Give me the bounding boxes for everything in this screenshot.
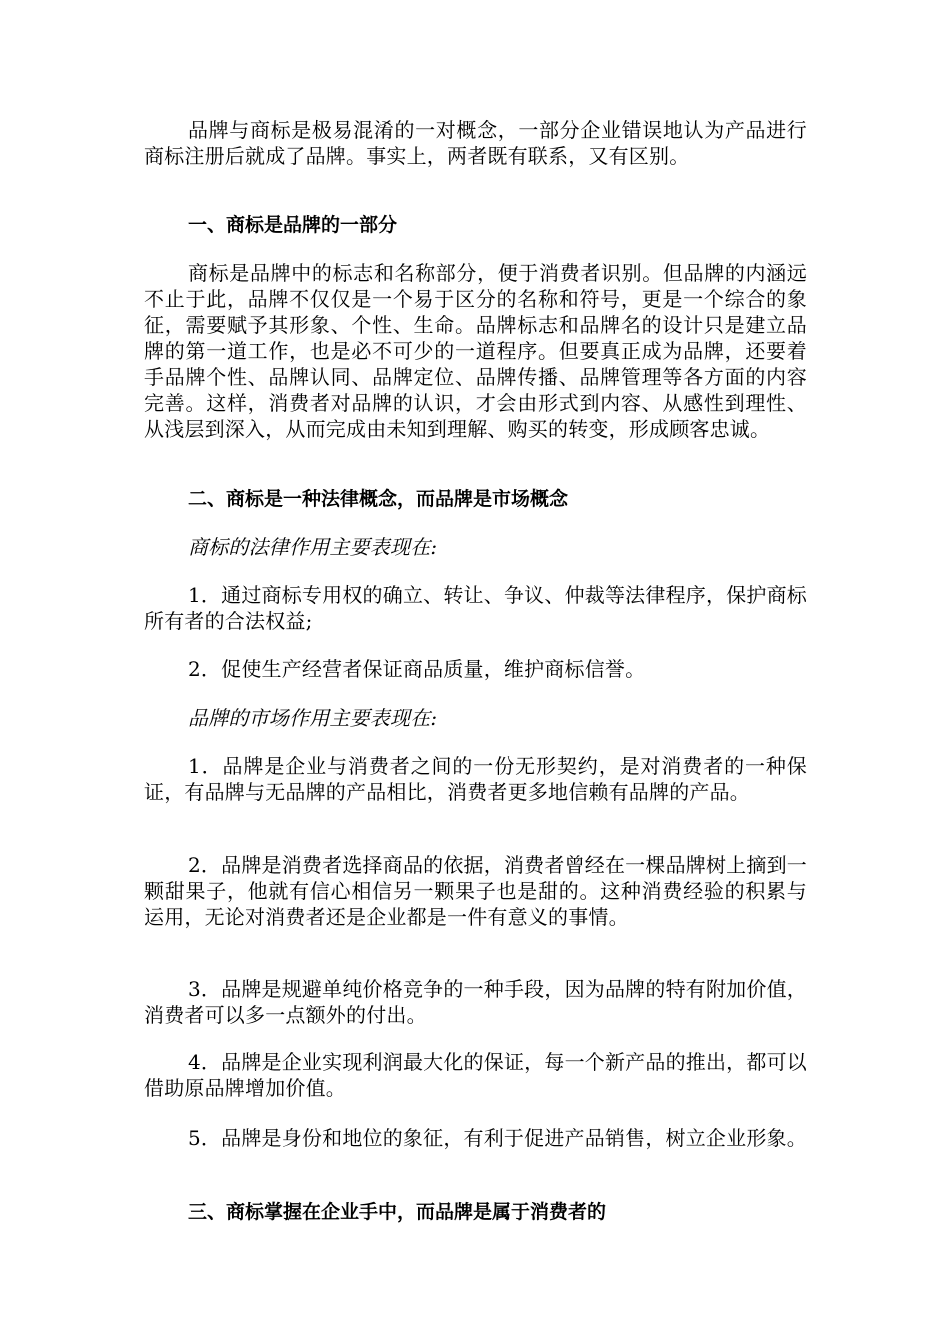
legal-role-intro: 商标的法律作用主要表现在:: [188, 535, 438, 559]
market-item-2: 2．品牌是消费者选择商品的依据，消费者曾经在一棵品牌树上摘到一颗甜果子，他就有信心相信另一颗果子也是甜的。这种消费经验的积累与运用，无论对消费者还是企业都是一件有意义的事情。: [144, 853, 807, 929]
section-3-heading: 三、商标掌握在企业手中，而品牌是属于消费者的: [188, 1201, 607, 1223]
market-item-1: 1．品牌是企业与消费者之间的一份无形契约，是对消费者的一种保证，有品牌与无品牌的产品相比，消费者更多地信赖有品牌的产品。: [144, 754, 807, 804]
legal-item-2: 2．促使生产经营者保证商品质量，维护商标信誉。: [188, 657, 646, 681]
market-role-intro: 品牌的市场作用主要表现在:: [188, 706, 438, 730]
intro-paragraph: 品牌与商标是极易混淆的一对概念，一部分企业错误地认为产品进行商标注册后就成了品牌。事实上，两者既有联系，又有区别。: [144, 118, 807, 168]
legal-item-1: 1．通过商标专用权的确立、转让、争议、仲裁等法律程序，保护商标所有者的合法权益;: [144, 583, 807, 633]
market-item-5: 5．品牌是身份和地位的象征，有利于促进产品销售，树立企业形象。: [188, 1126, 807, 1150]
market-item-4: 4．品牌是企业实现利润最大化的保证，每一个新产品的推出，都可以借助原品牌增加价值。: [144, 1050, 807, 1100]
section-1-heading: 一、商标是品牌的一部分: [188, 214, 398, 236]
section-1-paragraph: 商标是品牌中的标志和名称部分，便于消费者识别。但品牌的内涵远不止于此，品牌不仅仅是一个易于区分的名称和符号，更是一个综合的象征，需要赋予其形象、个性、生命。品牌标志和品牌名的设计只是建立品牌的第一道工作，也是必不可少的一道程序。但要真正成为品牌，还要着手品牌个性、品牌认同、品牌定位、品牌传播、品牌管理等各方面的内容完善。这样，消费者对品牌的认识，才会由形式到内容、从感性到理性、从浅层到深入，从而完成由未知到理解、购买的转变，形成顾客忠诚。: [144, 261, 807, 441]
section-2-heading: 二、商标是一种法律概念，而品牌是市场概念: [188, 488, 569, 510]
market-item-3: 3．品牌是规避单纯价格竞争的一种手段，因为品牌的特有附加价值，消费者可以多一点额外的付出。: [144, 977, 807, 1027]
